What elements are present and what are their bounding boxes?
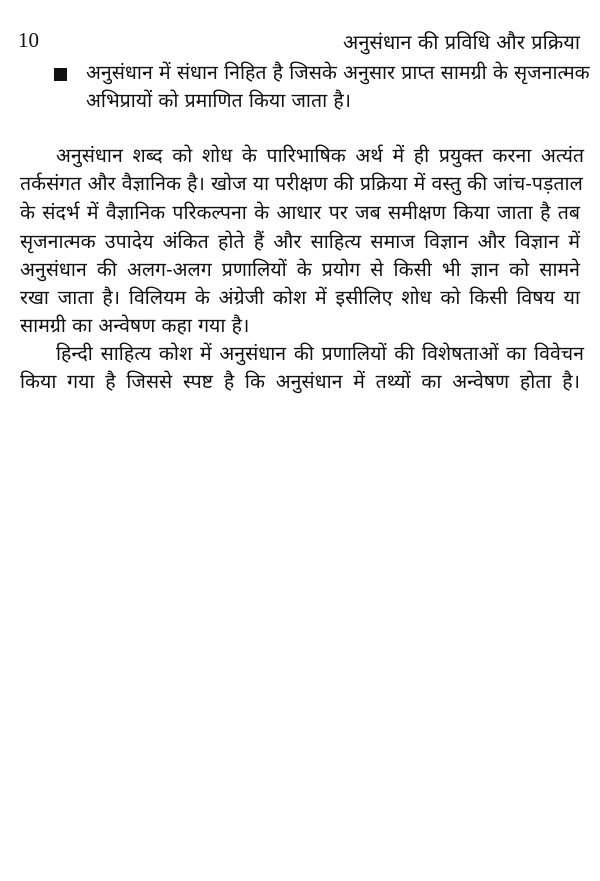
text-line: किया गया है जिससे स्पष्ट है कि अनुसंधान में तथ्यों का अन्वेषण होता है। xyxy=(20,370,580,393)
running-title: अनुसंधान की प्रविधि और प्रक्रिया xyxy=(343,30,580,54)
text-line: अनुसंधान की अलग-अलग प्रणालियों के प्रयोग से किसी भी ज्ञान को सामने xyxy=(20,258,580,281)
text-line: अनुसंधान शब्द को शोध के पारिभाषिक अर्थ में ही प्रयुक्त करना अत्यंत xyxy=(56,144,584,167)
page-number: 10 xyxy=(18,28,39,52)
text-line: सामग्री का अन्वेषण कहा गया है। xyxy=(20,314,250,337)
bullet-square-icon xyxy=(54,68,67,81)
bullet-text-line: अनुसंधान में संधान निहित है जिसके अनुसार प्राप्त सामग्री के सृजनात्मक xyxy=(86,61,590,84)
text-line: के संदर्भ में वैज्ञानिक परिकल्पना के आधार पर जब समीक्षण किया जाता है तब xyxy=(20,201,580,224)
text-line: तर्कसंगत और वैज्ञानिक है। खोज या परीक्षण की प्रक्रिया में वस्तु की जांच-पड़ताल xyxy=(20,172,583,195)
text-line: हिन्दी साहित्य कोश में अनुसंधान की प्रणालियों की विशेषताओं का विवेचन xyxy=(56,342,584,365)
text-line: रखा जाता है। विलियम के अंग्रेजी कोश में इसीलिए शोध को किसी विषय या xyxy=(20,286,580,309)
bullet-text-line: अभिप्रायों को प्रमाणित किया जाता है। xyxy=(86,89,352,112)
text-line: सृजनात्मक उपादेय अंकित होते हैं और साहित्य समाज विज्ञान और विज्ञान में xyxy=(20,230,580,253)
